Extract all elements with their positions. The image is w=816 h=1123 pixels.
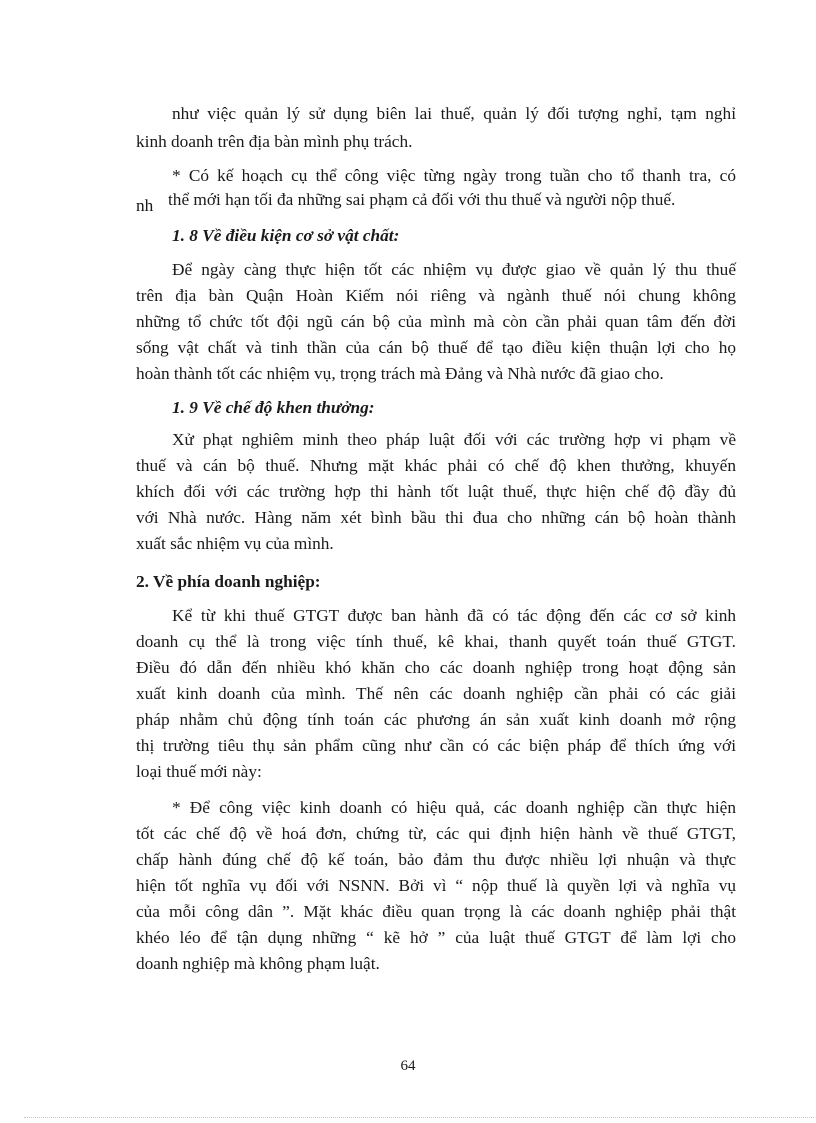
text-line: thể mới hạn tối đa những sai phạm cả đối với thu thuế và người nộp thuế. [168,190,676,209]
text-line: những tổ chức tốt đội ngũ cán bộ của mình mà còn cần phải quan tâm đến đời [136,312,736,331]
text-line: trên địa bàn Quận Hoàn Kiếm nói riêng và ngành thuế nói chung không [136,286,736,305]
text-line: của mỗi công dân ”. Mặt khác điều quan trọng là các doanh nghiệp phải thật [136,902,736,921]
text-line: chấp hành đúng chế độ kế toán, bảo đảm thu được nhiều lợi nhuận và thực [136,850,736,869]
text-line: như việc quản lý sử dụng biên lai thuế, quản lý đối tượng nghỉ, tạm nghỉ [172,104,736,123]
text-line: khéo léo để tận dụng những “ kẽ hở ” của luật thuế GTGT để làm lợi cho [136,928,736,947]
page-number: 64 [400,1058,416,1074]
text-line: Xử phạt nghiêm minh theo pháp luật đối với các trường hợp vi phạm về [172,430,736,449]
text-line: kinh doanh trên địa bàn mình phụ trách. [136,132,413,151]
text-line: pháp nhằm chủ động tính toán các phương án sản xuất kinh doanh mở rộng [136,710,736,729]
text-line: loại thuế mới này: [136,762,262,781]
text-line: xuất kinh doanh của mình. Thế nên các doanh nghiệp cần phải có các giải [136,684,736,703]
text-line: * Có kế hoạch cụ thể công việc từng ngày trong tuần cho tổ thanh tra, có [172,166,736,185]
section-heading: 1. 8 Về điều kiện cơ sở vật chất: [172,226,400,245]
text-line: thị trường tiêu thụ sản phẩm cũng như cần có các biện pháp để thích ứng với [136,736,736,755]
text-line: khích đối với các trường hợp thi hành tốt luật thuế, thực hiện chế độ đầy đủ [136,482,736,501]
text-line: doanh nghiệp mà không phạm luật. [136,954,380,973]
stray-text: nh [136,196,154,215]
page-divider [24,1117,814,1118]
text-line: với Nhà nước. Hàng năm xét bình bầu thi đua cho những cán bộ hoàn thành [136,508,736,527]
section-heading: 2. Về phía doanh nghiệp: [136,572,321,591]
text-line: Để ngày càng thực hiện tốt các nhiệm vụ được giao về quản lý thu thuế [172,260,736,279]
text-line: tốt các chế độ về hoá đơn, chứng từ, các qui định hiện hành về thuế GTGT, [136,824,736,843]
text-line: Điều đó dẫn đến nhiều khó khăn cho các doanh nghiệp trong hoạt động sản [136,658,736,677]
text-line: hoàn thành tốt các nhiệm vụ, trọng trách mà Đảng và Nhà nước đã giao cho. [136,364,664,383]
text-line: thuế và cán bộ thuế. Nhưng mặt khác phải có chế độ khen thưởng, khuyến [136,456,736,475]
text-line: sống vật chất và tinh thần của cán bộ thuế để tạo điều kiện thuận lợi cho họ [136,338,736,357]
section-heading: 1. 9 Về chế độ khen thưởng: [172,398,375,417]
text-line: * Để công việc kinh doanh có hiệu quả, các doanh nghiệp cần thực hiện [172,798,736,817]
text-line: Kể từ khi thuế GTGT được ban hành đã có tác động đến các cơ sở kinh [172,606,736,625]
text-line: doanh cụ thể là trong việc tính thuế, kê khai, thanh quyết toán thuế GTGT. [136,632,736,651]
text-line: xuất sắc nhiệm vụ của mình. [136,534,334,553]
text-line: hiện tốt nghĩa vụ đối với NSNN. Bởi vì “ nộp thuế là quyền lợi và nghĩa vụ [136,876,736,895]
